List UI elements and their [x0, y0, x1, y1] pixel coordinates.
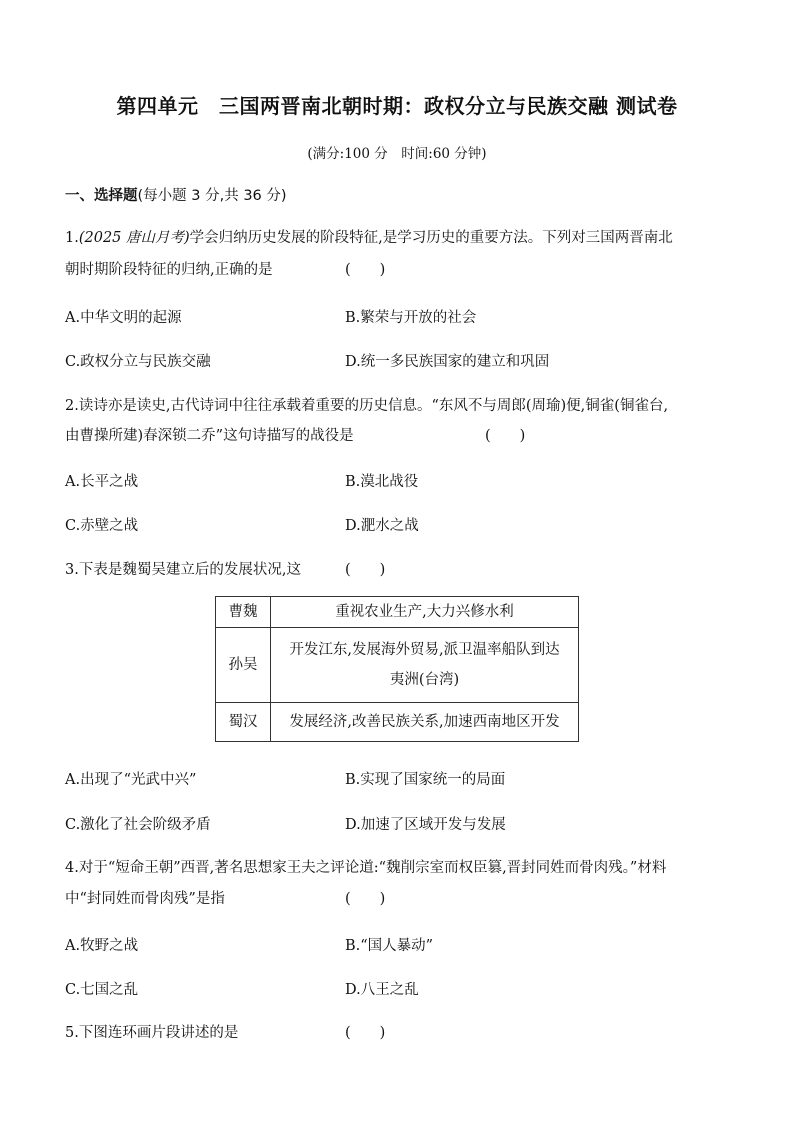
question-3-line-1 [65, 560, 301, 580]
table-row [216, 703, 579, 742]
option-b[interactable]: B.“国人暴动” [345, 938, 434, 954]
option-a[interactable]: A.出现了“光武中兴” [65, 772, 197, 788]
answer-blank[interactable]: ( ) [345, 891, 386, 907]
table-cell-desc-line: 夷洲(台湾) [389, 672, 460, 688]
answer-blank[interactable]: ( ) [345, 562, 386, 578]
question-5-line-1 [65, 1023, 238, 1043]
section-detail: (每小题 3 分,共 36 分) [137, 188, 287, 204]
option-b[interactable]: B.繁荣与开放的社会 [345, 310, 477, 326]
answer-blank[interactable]: ( ) [345, 1025, 386, 1041]
question-text: 学会归纳历史发展的阶段特征,是学习历史的重要方法。下列对三国两晋南北 [189, 230, 673, 246]
three-kingdoms-table [215, 596, 579, 742]
question-text: 由曹操所建)春深锁二乔”这句诗描写的战役是 [65, 428, 354, 444]
answer-blank[interactable]: ( ) [485, 428, 526, 444]
option-d[interactable]: D.淝水之战 [345, 518, 419, 534]
option-c[interactable]: C.激化了社会阶级矛盾 [65, 817, 211, 833]
question-2-line-2 [65, 426, 354, 446]
option-d[interactable]: D.八王之乱 [345, 982, 419, 998]
option-b[interactable]: B.漠北战役 [345, 474, 419, 490]
option-c[interactable]: C.政权分立与民族交融 [65, 354, 211, 370]
question-4-line-2 [65, 889, 225, 909]
table-cell-desc: 发展经济,改善民族关系,加速西南地区开发 [271, 703, 579, 742]
question-1-line-2 [65, 260, 273, 280]
question-number: 3. [65, 562, 79, 578]
option-b[interactable]: B.实现了国家统一的局面 [345, 772, 506, 788]
question-number: 2. [65, 398, 79, 414]
table-cell-desc: 重视农业生产,大力兴修水利 [271, 597, 579, 628]
table-row [216, 628, 579, 703]
question-text: 朝时期阶段特征的归纳,正确的是 [65, 262, 273, 278]
question-source: (2025 唐山月考) [78, 230, 190, 246]
question-1-line-1 [65, 228, 673, 248]
page-title: 第四单元 三国两晋南北朝时期：政权分立与民族交融 测试卷 [116, 94, 678, 118]
question-number: 4. [65, 860, 79, 876]
question-text: 下图连环画片段讲述的是 [78, 1025, 239, 1041]
table-cell-state: 蜀汉 [216, 703, 271, 742]
exam-info: (满分:100 分 时间:60 分钟) [307, 146, 487, 162]
table-row [216, 597, 579, 628]
question-text: 对于“短命王朝”西晋,著名思想家王夫之评论道:“魏削宗室而权臣篡,晋封同姓而骨肉残。”材料 [78, 860, 667, 876]
question-text: 读诗亦是读史,古代诗词中往往承载着重要的历史信息。“东风不与周郎(周瑜)便,铜雀(铜雀台, [78, 398, 669, 414]
table-cell-state: 曹魏 [216, 597, 271, 628]
table-cell-desc [271, 628, 579, 703]
option-a[interactable]: A.中华文明的起源 [65, 310, 182, 326]
option-c[interactable]: C.七国之乱 [65, 982, 139, 998]
option-d[interactable]: D.加速了区域开发与发展 [345, 817, 506, 833]
question-text: 下表是魏蜀吴建立后的发展状况,这 [78, 562, 301, 578]
question-number: 5. [65, 1025, 79, 1041]
question-4-line-1 [65, 858, 666, 878]
option-a[interactable]: A.牧野之战 [65, 938, 139, 954]
question-number: 1. [65, 230, 79, 246]
option-c[interactable]: C.赤壁之战 [65, 518, 139, 534]
table-cell-desc-line: 开发江东,发展海外贸易,派卫温率船队到达 [289, 642, 560, 658]
option-a[interactable]: A.长平之战 [65, 474, 139, 490]
section-heading [65, 184, 287, 205]
question-text: 中“封同姓而骨肉残”是指 [65, 891, 225, 907]
answer-blank[interactable]: ( ) [345, 262, 386, 278]
section-label: 一、选择题 [65, 188, 138, 204]
option-d[interactable]: D.统一多民族国家的建立和巩固 [345, 354, 550, 370]
table-cell-state: 孙吴 [216, 628, 271, 703]
question-2-line-1 [65, 396, 668, 416]
